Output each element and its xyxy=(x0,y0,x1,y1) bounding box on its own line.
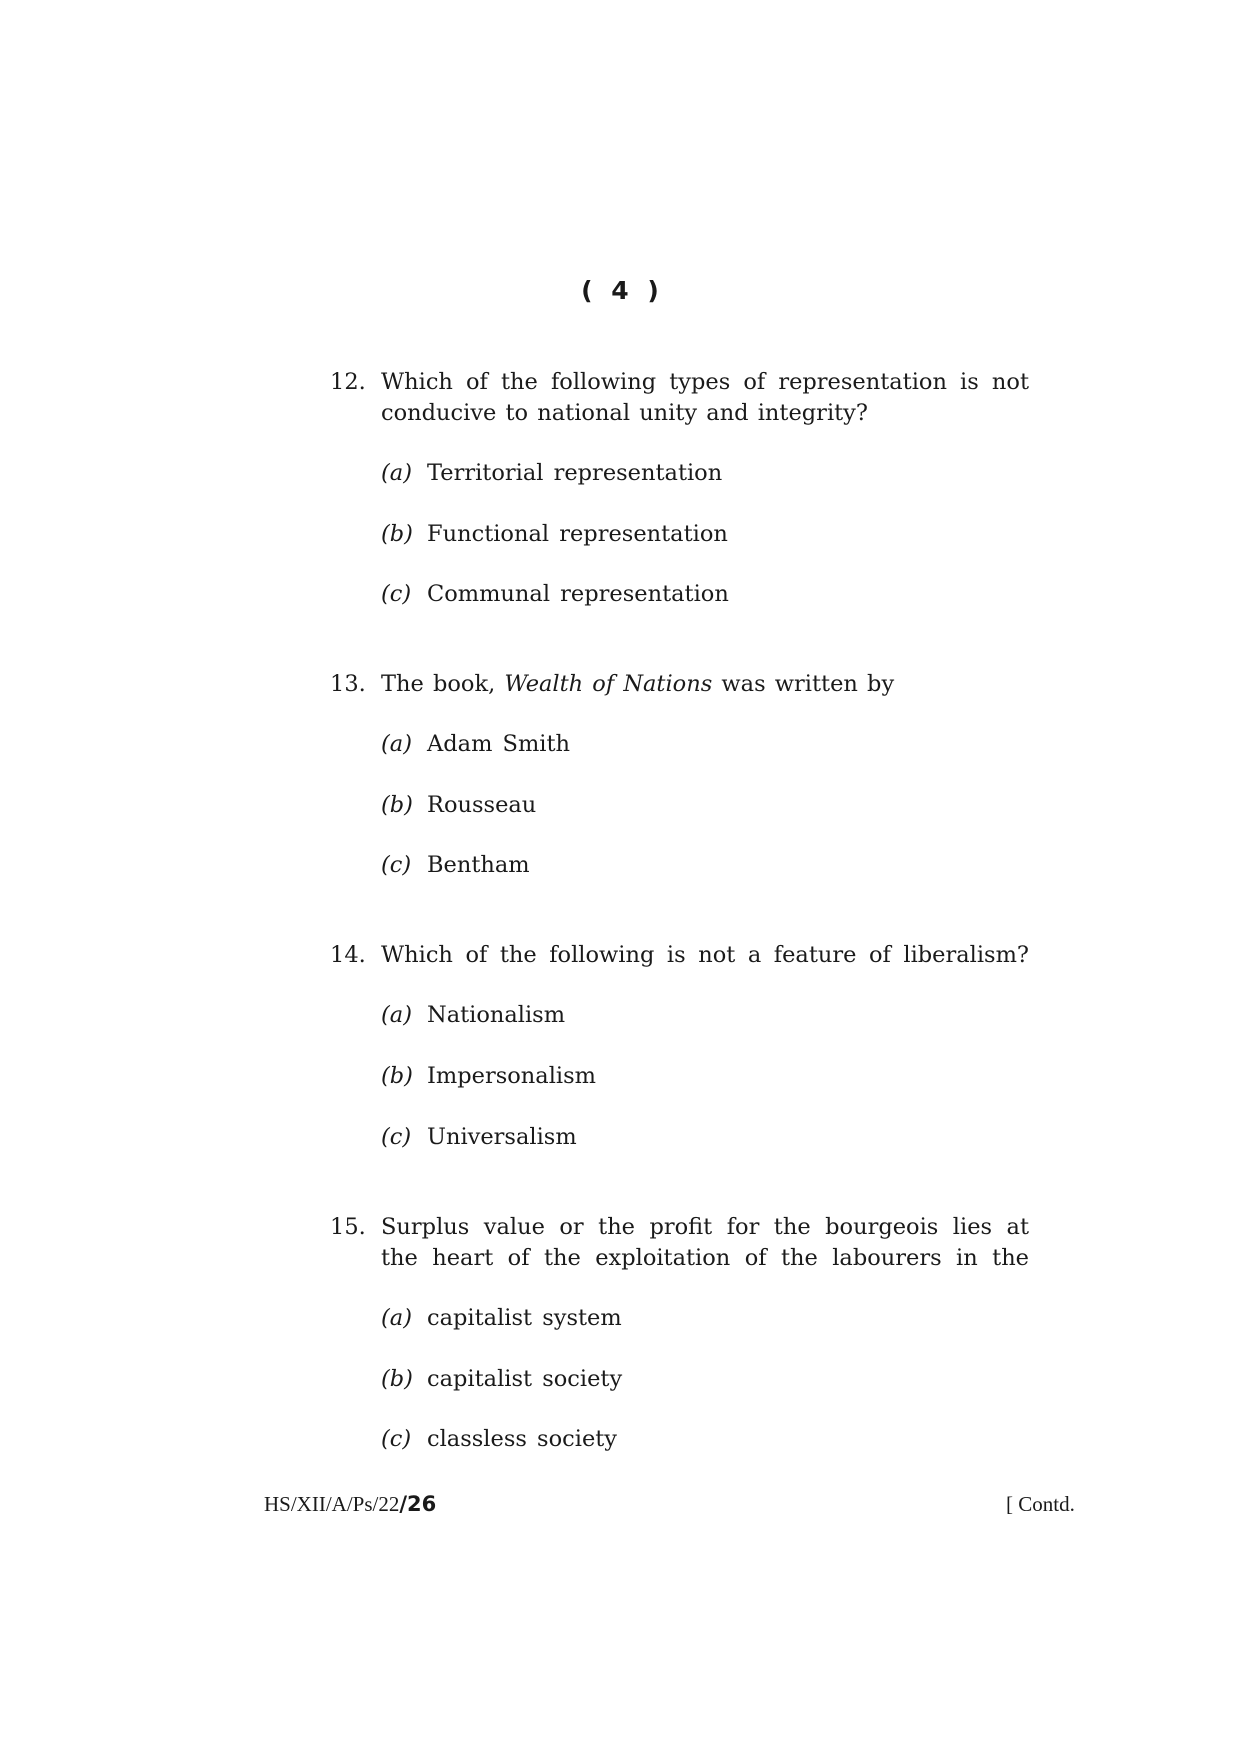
option-c xyxy=(381,579,729,610)
question-text-line: Which of the following types of representation is not xyxy=(381,369,1029,395)
option-letter: (c) xyxy=(381,1124,412,1150)
option-text: capitalist society xyxy=(427,1366,623,1392)
question-number: 13. xyxy=(330,671,366,697)
question-number: 12. xyxy=(330,369,366,395)
option-letter: (b) xyxy=(381,1063,413,1089)
option-a xyxy=(381,1000,565,1031)
option-a xyxy=(381,1303,622,1334)
question-number: 15. xyxy=(330,1214,366,1240)
option-letter: (c) xyxy=(381,581,412,607)
option-letter: (a) xyxy=(381,1002,412,1028)
option-c xyxy=(381,1424,617,1455)
option-text: Nationalism xyxy=(427,1002,566,1028)
option-c xyxy=(381,850,530,881)
book-title: Wealth of Nations xyxy=(504,671,713,697)
continued-label: [ Contd. xyxy=(1006,1492,1075,1516)
option-text: classless society xyxy=(427,1426,618,1452)
option-c xyxy=(381,1122,577,1153)
option-text: Bentham xyxy=(427,852,530,878)
question-text-line: conducive to national unity and integrity? xyxy=(381,400,868,426)
option-letter: (c) xyxy=(381,1426,412,1452)
question-text-after: was written by xyxy=(712,671,895,697)
option-text: Universalism xyxy=(427,1124,577,1150)
option-text: Adam Smith xyxy=(427,731,571,757)
option-text: Territorial representation xyxy=(427,460,723,486)
paper-code-bold: /26 xyxy=(399,1492,437,1516)
option-b xyxy=(381,519,728,550)
question-text-line: Surplus value or the profit for the bourgeois lies at xyxy=(381,1214,1029,1240)
option-letter: (b) xyxy=(381,1366,413,1392)
option-b xyxy=(381,790,536,821)
paper-code-text: HS/XII/A/Ps/22 xyxy=(264,1492,400,1516)
question-number: 14. xyxy=(330,942,366,968)
option-text: capitalist system xyxy=(427,1305,622,1331)
question-text-line: Which of the following is not a feature of liberalism? xyxy=(381,942,1029,968)
option-letter: (c) xyxy=(381,852,412,878)
option-a xyxy=(381,729,570,760)
question-text-line: the heart of the exploitation of the labourers in the xyxy=(381,1245,1029,1271)
question-text-line xyxy=(381,669,1029,700)
option-a xyxy=(381,458,722,489)
option-letter: (b) xyxy=(381,521,413,547)
option-text: Impersonalism xyxy=(427,1063,596,1089)
option-b xyxy=(381,1364,622,1395)
option-letter: (b) xyxy=(381,792,413,818)
option-text: Communal representation xyxy=(427,581,729,607)
paper-code xyxy=(264,1492,436,1517)
option-b xyxy=(381,1061,596,1092)
option-letter: (a) xyxy=(381,1305,412,1331)
option-text: Functional representation xyxy=(427,521,728,547)
question-text-before: The book, xyxy=(381,671,505,697)
option-text: Rousseau xyxy=(427,792,537,818)
option-letter: (a) xyxy=(381,731,412,757)
page-number: ( 4 ) xyxy=(581,276,660,305)
option-letter: (a) xyxy=(381,460,412,486)
